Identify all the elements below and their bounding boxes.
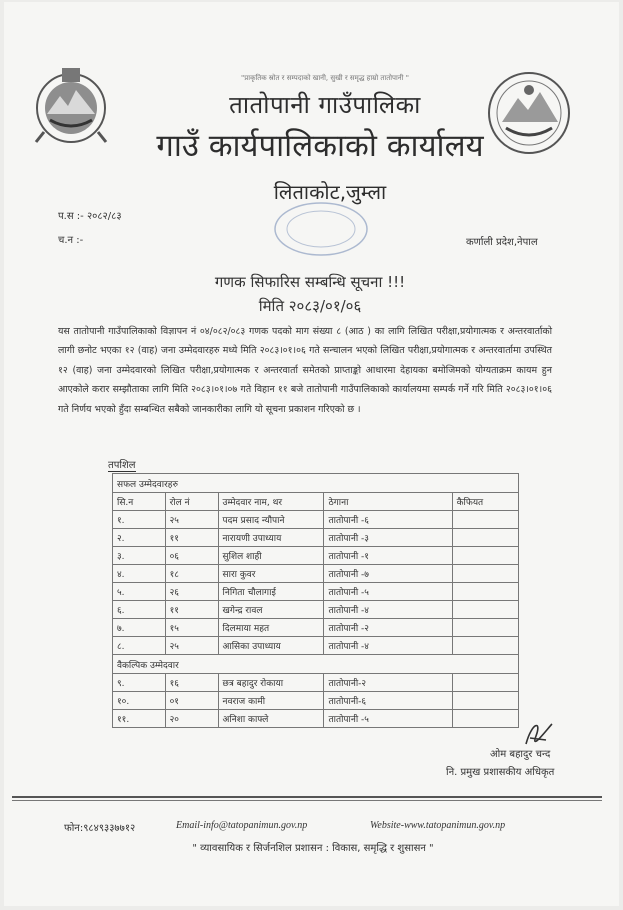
cell-roll: २५ [165, 511, 218, 529]
cell-address: तातोपानी -४ [324, 601, 452, 619]
cell-remark [452, 583, 518, 601]
cell-address: तातोपानी -३ [324, 529, 452, 547]
cell-address: तातोपानी -५ [324, 583, 452, 601]
office-name: गाउँ कार्यपालिकाको कार्यालय [156, 128, 484, 164]
successful-section-header: सफल उम्मेदवारहरु [113, 474, 519, 493]
cell-name: निगिता चौलागाई [218, 583, 324, 601]
cell-remark [452, 710, 518, 728]
alternate-section-header: वैकल्पिक उम्मेदवार [113, 655, 519, 674]
notice-title: गणक सिफारिस सम्बन्धि सूचना !!! [214, 273, 406, 291]
cell-sn: ११. [113, 710, 166, 728]
cell-name: सुशिल शाही [218, 547, 324, 565]
cell-roll: ११ [165, 601, 218, 619]
notice-body: यस तातोपानी गाउँपालिकाको विज्ञापन नं ०४/०८२/०८३ गणक पदको माग संख्या ८ (आठ ) का लागि लिखित परीक्षा,प्रयोगात्मक र अन्तरवार्ताको लागी छनोट भएका १२ (वाह) जना उम्मेदवारहरु मध्ये मिति २०८३।०१।०६ गते सन्चालन भएको लिखित परीक्षा,प्रयोगात्मक र अन्तरवार्तामा उपस्थित १२ (वाह) जना उम्मेदवारको लिखित परीक्षा,प्रयोगात्मक र अन्तरवार्ता समेतको प्राप्ताङ्को आधारमा देहायका बमोजिमको योग्यताक्रम कायम हुन आएकोले करार सम्झौताका लागि मिति २०८३।०१।०७ गते विहान ११ बजे तातोपानी गाउँपालिकाको कार्यालयमा सम्पर्क गर्ने गरि मिति २०८३।०१।०६ गते निर्णय भएको हुँदा सम्बन्धित सबैको जानकारीका लागि यो सूचना प्रकाशन गरिएको छ । [58, 326, 552, 415]
col-sn: सि.न [113, 493, 166, 511]
successful-section-row [113, 474, 519, 493]
cell-address: तातोपानी -२ [324, 619, 452, 637]
cell-name: सारा कुवर [218, 565, 324, 583]
cell-name: पदम प्रसाद न्यौपाने [218, 511, 324, 529]
cell-remark [452, 565, 518, 583]
reference-number: प.स :- २०८२/८३ [58, 211, 122, 222]
cell-sn: ८. [113, 637, 166, 655]
cell-remark [452, 601, 518, 619]
cell-roll: २६ [165, 583, 218, 601]
cell-remark [452, 674, 518, 692]
cell-roll: २० [165, 710, 218, 728]
details-label: तपशिल [108, 457, 136, 472]
dispatch-number: च.न :- [58, 235, 84, 246]
cell-roll: १५ [165, 619, 218, 637]
col-remark: कैफियत [452, 493, 518, 511]
cell-remark [452, 547, 518, 565]
footer-website: Website-www.tatopanimun.gov.np [370, 820, 506, 831]
signer-designation: नि. प्रमुख प्रशासकीय अधिकृत [446, 767, 555, 778]
office-stamp-icon [272, 200, 370, 258]
candidate-table [112, 473, 519, 728]
cell-name: नारायणी उपाध्याय [218, 529, 324, 547]
cell-roll: ०६ [165, 547, 218, 565]
cell-address: तातोपानी -६ [324, 511, 452, 529]
cell-name: अनिशा काफ्ले [218, 710, 324, 728]
cell-sn: ७. [113, 619, 166, 637]
table-row [113, 692, 519, 710]
cell-sn: १०. [113, 692, 166, 710]
nepal-emblem-left-icon [32, 62, 110, 148]
col-roll: रोल नं [165, 493, 218, 511]
table-row [113, 674, 519, 692]
footer-divider-thin [12, 800, 602, 801]
province-label: कर्णाली प्रदेश,नेपाल [466, 237, 538, 248]
cell-sn: १. [113, 511, 166, 529]
table-row [113, 547, 519, 565]
cell-address: तातोपानी -१ [324, 547, 452, 565]
office-location: लिताकोट,जुम्ला [273, 180, 387, 204]
cell-sn: ५. [113, 583, 166, 601]
cell-sn: २. [113, 529, 166, 547]
table-row [113, 583, 519, 601]
cell-name: आसिका उपाध्याय [218, 637, 324, 655]
signer-name: ओम बहादुर चन्द [490, 749, 551, 760]
column-header-row [113, 493, 519, 511]
cell-name: छत्र बहादुर रोकाया [218, 674, 324, 692]
cell-roll: १६ [165, 674, 218, 692]
cell-remark [452, 511, 518, 529]
cell-address: तातोपानी -४ [324, 637, 452, 655]
cell-sn: ९. [113, 674, 166, 692]
footer-slogan: " व्यावसायिक र सिर्जनशिल प्रशासन : विकास, समृद्धि र शुसासन " [192, 843, 434, 854]
cell-name: नवराज कामी [218, 692, 324, 710]
cell-sn: ६. [113, 601, 166, 619]
cell-roll: २५ [165, 637, 218, 655]
cell-roll: १८ [165, 565, 218, 583]
table-row [113, 601, 519, 619]
col-address: ठेगाना [324, 493, 452, 511]
table-row [113, 511, 519, 529]
table-row [113, 637, 519, 655]
cell-name: दिलमाया महत [218, 619, 324, 637]
cell-address: तातोपानी -५ [324, 710, 452, 728]
notice-date: मिति २०८३/०१/०६ [258, 297, 362, 315]
table-row [113, 619, 519, 637]
table-row [113, 565, 519, 583]
header-slogan: "प्राकृतिक स्रोत र सम्पदाको खानी, सुखी र समृद्ध हाम्रो तातोपानी " [241, 74, 409, 82]
cell-sn: ४. [113, 565, 166, 583]
cell-address: तातोपानी-२ [324, 674, 452, 692]
cell-sn: ३. [113, 547, 166, 565]
cell-address: तातोपानी -७ [324, 565, 452, 583]
alternate-section-row [113, 655, 519, 674]
cell-roll: ११ [165, 529, 218, 547]
cell-remark [452, 692, 518, 710]
footer-divider [12, 796, 602, 798]
cell-name: खगेन्द्र रावल [218, 601, 324, 619]
cell-remark [452, 619, 518, 637]
cell-roll: ०१ [165, 692, 218, 710]
table-row [113, 710, 519, 728]
footer-email: Email-info@tatopanimun.gov.np [176, 820, 308, 831]
footer-phone: फोन:९८४९३३७७१२ [64, 823, 136, 834]
municipality-name: तातोपानी गाउँपालिका [229, 91, 421, 119]
municipality-logo-right-icon [486, 70, 572, 156]
cell-address: तातोपानी-६ [324, 692, 452, 710]
table-row [113, 529, 519, 547]
col-name: उम्मेदवार नाम, थर [218, 493, 324, 511]
cell-remark [452, 529, 518, 547]
cell-remark [452, 637, 518, 655]
